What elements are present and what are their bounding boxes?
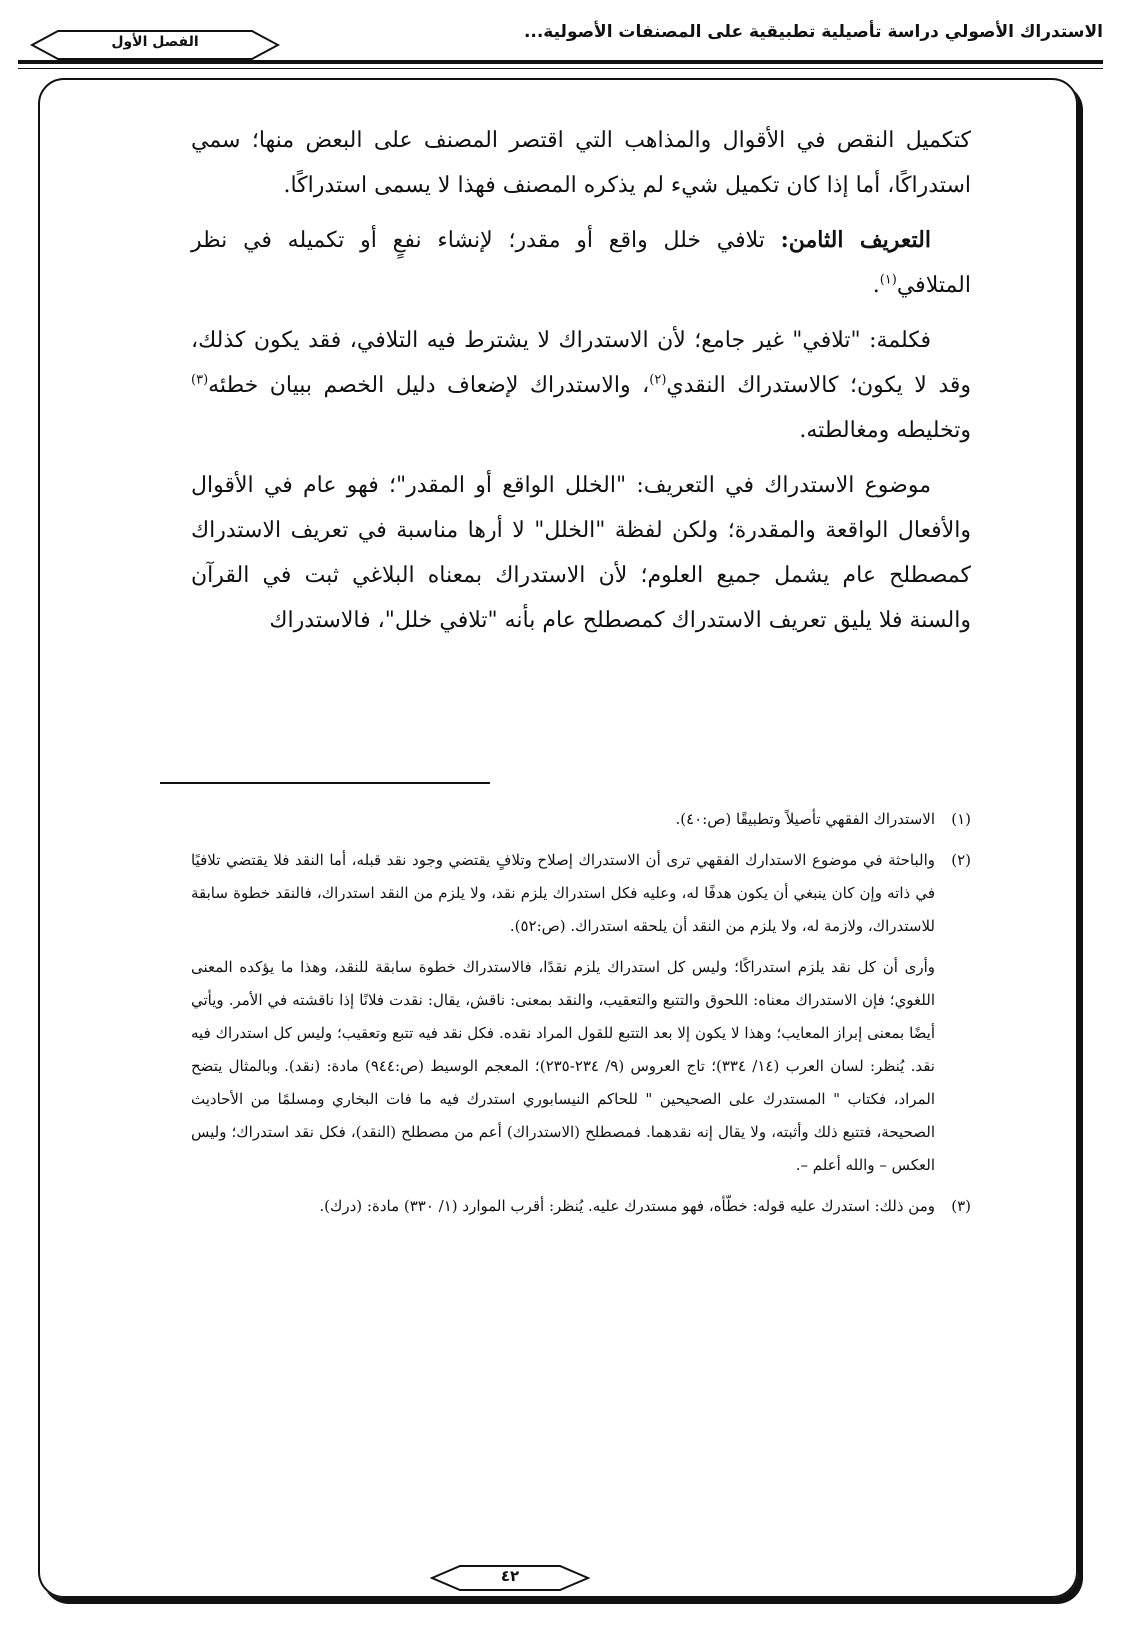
- footnote-ref-3: (٣): [191, 372, 209, 388]
- paragraph-4: موضوع الاستدراك في التعريف: "الخلل الواقع أو المقدر"؛ فهو عام في الأقوال والأفعال الواقعة والمقدرة؛ ولكن لفظة "الخلل" لا أرها مناسبة في تعريف الاستدراك كمصطلح عام يشمل جميع العلوم؛ لأن الاستدراك بمعناه البلاغي ثبت في القرآن والسنة فلا يليق تعريف الاستدراك كمصطلح عام بأنه "تلافي خلل"، فالاستدراك: [191, 473, 971, 633]
- footnote-ref-2: (٢): [649, 372, 667, 388]
- paragraph-3-part-c: وتخليطه ومغالطته.: [799, 418, 971, 443]
- page-number-badge: [430, 1563, 590, 1593]
- header-rule-thick: [18, 60, 1103, 64]
- footnote-number: (٣): [951, 1197, 971, 1215]
- paragraph-1: كتكميل النقص في الأقوال والمذاهب التي اقتصر المصنف على البعض منها؛ سمي استدراكًا، أما إذا كان تكميل شيء لم يذكره المصنف فهذا لا يسمى استدراكًا.: [191, 128, 971, 198]
- header-rule-thin: [18, 68, 1103, 69]
- paragraph-3: [191, 318, 971, 453]
- definition-heading: التعريف الثامن:: [780, 227, 931, 253]
- footnote-2-continuation: وأرى أن كل نقد يلزم استدراكًا؛ وليس كل استدراك يلزم نقدًا، فالاستدراك خطوة سابقة للنقد، وهذا ما يؤكده المعنى اللغوي؛ فإن الاستدراك معناه: اللحوق والتتبع والتعقيب، والنقد بمعنى: ناقش، يقال: نقدت فلانًا إذا ناقشته في الأمر. ويأتي أيضًا بمعنى إبراز المعايب؛ وهذا لا يكون إلا بعد التتبع للقول المراد نقده. فكل نقد فيه تتبع وتعقيب؛ وليس كل استدراك فيه نقد. يُنظر: لسان العرب (١٤/ ٣٣٤)؛ تاج العروس (٩/ ٢٣٤-٢٣٥)؛ المعجم الوسيط (ص:٩٤٤) مادة: (نقد). وبالمثال يتضح المراد، فكتاب " المستدرك على الصحيحين " للحاكم النيسابوري استدرك فيه ما فات البخاري ومسلمًا من الأحاديث الصحيحة، فتتبع ذلك وأثبته، ولا يقال إنه نقدهما. فمصطلح (الاستدراك) أعم من مصطلح (النقد)، فكل نقد استدراك؛ وليس العكس – والله أعلم –.: [191, 958, 935, 1174]
- paragraph-2-end: .: [872, 273, 880, 298]
- footnote-2: [191, 844, 971, 943]
- page-number: ٤٢: [500, 1567, 520, 1585]
- book-title: الاستدراك الأصولي دراسة تأصيلية تطبيقية على المصنفات الأصولية...: [523, 22, 1103, 42]
- main-text: [191, 118, 971, 653]
- footnote-1: [191, 803, 971, 836]
- chapter-label: الفصل الأول: [111, 34, 199, 50]
- footnote-3: [191, 1190, 971, 1223]
- footnote-text: الاستدراك الفقهي تأصيلاً وتطبيقًا (ص:٤٠).: [675, 810, 935, 828]
- paragraph-2-text: تلافي خلل واقع أو مقدر؛ لإنشاء نفعٍ أو تكميله في نظر المتلافي: [191, 228, 971, 298]
- footnote-text: ومن ذلك: استدرك عليه قوله: خطّأه، فهو مستدرك عليه. يُنظر: أقرب الموارد (١/ ٣٣٠) مادة: (درك).: [319, 1197, 935, 1215]
- footnote-text: والباحثة في موضوع الاستدارك الفقهي ترى أن الاستدراك إصلاح وتلافٍ يقتضي وجود نقد قبله، أما النقد فلا يقتضي تلافيًا في ذاته وإن كان ينبغي أن يكون هدفًا له، وعليه فكل استدراك يلزم نقد، ولا يلزم من النقد استدراك، فالنقد خطوة سابقة للاستدراك، ولازمة له، ولا يلزم من النقد أن يلحقه استدراك. (ص:٥٢).: [191, 851, 935, 935]
- footnote-number: (٢): [951, 851, 971, 869]
- paragraph-3-part-a: فكلمة: "تلافي" غير جامع؛ لأن الاستدراك لا يشترط فيه التلافي، فقد يكون كذلك، وقد لا يكون؛ كالاستدراك النقدي: [191, 328, 972, 398]
- chapter-tab: [30, 28, 280, 62]
- footnote-ref-1: (١): [879, 272, 897, 288]
- footnotes: [191, 803, 971, 1231]
- paragraph-2: [191, 218, 971, 308]
- footnote-separator: [160, 782, 490, 784]
- paragraph-3-part-b: ، والاستدراك لإضعاف دليل الخصم ببيان خطئه: [208, 373, 650, 398]
- footnote-number: (١): [951, 810, 971, 828]
